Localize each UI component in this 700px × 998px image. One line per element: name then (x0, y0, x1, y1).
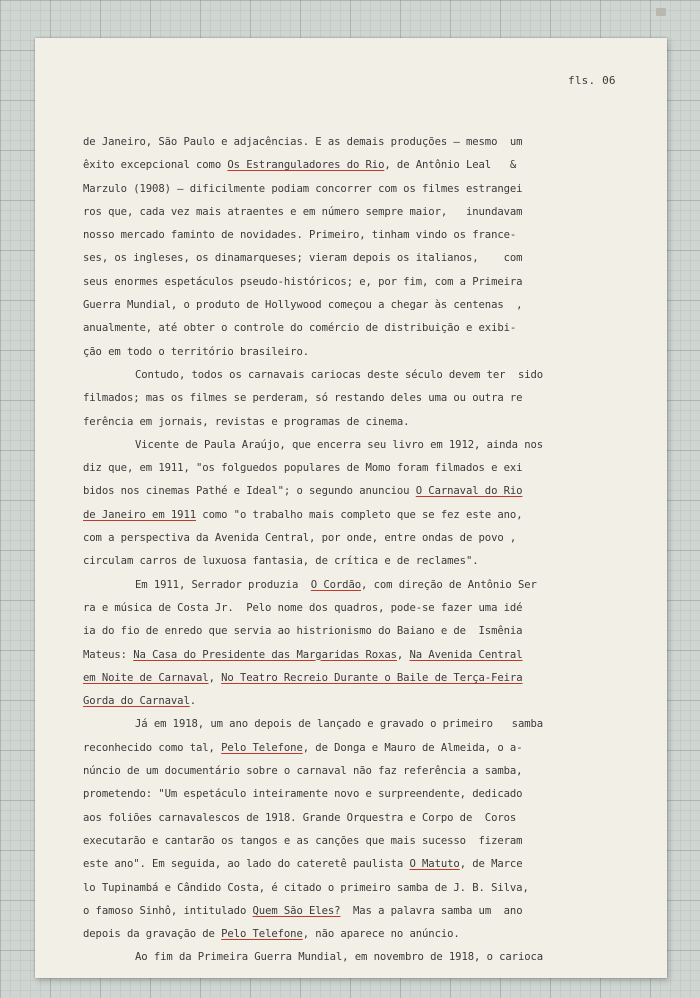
text-line (83, 923, 603, 946)
text-line (83, 830, 603, 853)
text-segment: executarão e cantarão os tangos e as canções que mais sucesso fizeram (83, 834, 523, 847)
underlined-title: Na Avenida Central (409, 648, 523, 661)
text-segment: lo Tupinambá e Cândido Costa, é citado o primeiro samba de J. B. Silva, (83, 881, 529, 894)
text-segment: com a perspectiva da Avenida Central, por onde, entre ondas de povo , (83, 532, 517, 545)
text-line (83, 620, 603, 643)
text-line (83, 317, 603, 340)
text-segment: ia do fio de enredo que servia ao histrionismo do Baiano e de Ismênia (83, 625, 523, 638)
text-segment: circulam carros de luxuosa fantasia, de crítica e de reclames". (83, 555, 479, 568)
text-line (83, 341, 603, 364)
text-segment: Mas a palavra samba um ano (340, 904, 523, 917)
text-segment: êxito excepcional como (83, 159, 228, 172)
underlined-title: Pelo Telefone (221, 741, 303, 754)
text-segment: reconhecido como tal, (83, 741, 222, 754)
text-line (83, 807, 603, 830)
text-segment: filmados; mas os filmes se perderam, só restando deles uma ou outra re (83, 392, 523, 405)
typewritten-body-text (83, 131, 603, 970)
text-segment: Guerra Mundial, o produto de Hollywood começou a chegar às centenas , (83, 299, 523, 312)
text-line (83, 247, 603, 270)
text-segment: , de Antônio Leal & (384, 159, 517, 172)
text-line (83, 644, 603, 667)
text-line (83, 527, 603, 550)
text-segment: como "o trabalho mais completo que se fez este ano, (196, 508, 523, 521)
text-segment: Mateus: (83, 648, 134, 661)
underlined-title: Pelo Telefone (221, 928, 303, 941)
text-line (83, 737, 603, 760)
text-segment: ros que, cada vez mais atraentes e em número sempre maior, inundavam (83, 205, 523, 218)
text-segment: depois da gravação de (83, 928, 222, 941)
text-segment: anualmente, até obter o controle do comércio de distribuição e exibi- (83, 322, 517, 335)
underlined-title: No Teatro Recreio Durante o Baile de Terça-Feira (221, 671, 523, 684)
text-segment: , de Donga e Mauro de Almeida, o a- (302, 741, 523, 754)
text-segment: , não aparece no anúncio. (302, 928, 460, 941)
text-line (83, 457, 603, 480)
text-segment: bidos nos cinemas Pathé e Ideal"; o segundo anunciou (83, 485, 416, 498)
text-segment: prometendo: "Um espetáculo inteiramente novo e surpreendente, dedicado (83, 788, 523, 801)
text-segment: Marzulo (1908) — dificilmente podiam concorrer com os filmes estrangei (83, 182, 523, 195)
text-line (83, 946, 603, 969)
text-line (83, 853, 603, 876)
text-line (83, 387, 603, 410)
text-line (83, 294, 603, 317)
text-segment: , (396, 648, 410, 661)
text-segment: Já em 1918, um ano depois de lançado e gravado o primeiro samba (135, 718, 544, 731)
text-line (83, 224, 603, 247)
text-segment: núncio de um documentário sobre o carnaval não faz referência a samba, (83, 765, 523, 778)
text-line (83, 877, 603, 900)
text-segment: ses, os ingleses, os dinamarqueses; vieram depois os italianos, com (83, 252, 523, 265)
text-line (83, 597, 603, 620)
text-segment: Em 1911, Serrador produzia (135, 578, 311, 591)
text-line (83, 201, 603, 224)
underlined-title: de Janeiro em 1911 (83, 508, 197, 521)
text-segment: ra e música de Costa Jr. Pelo nome dos quadros, pode-se fazer uma idé (83, 601, 523, 614)
text-segment: o famoso Sinhô, intitulado (83, 904, 253, 917)
text-segment: , (208, 671, 222, 684)
text-line (83, 900, 603, 923)
text-segment: de Janeiro, São Paulo e adjacências. E as demais produções — mesmo um (83, 136, 523, 148)
underlined-title: Os Estranguladores do Rio (227, 159, 385, 172)
corner-tab (656, 8, 666, 16)
text-line (83, 271, 603, 294)
underlined-title: Gorda do Carnaval (83, 695, 190, 708)
underlined-title: O Carnaval do Rio (415, 485, 523, 498)
text-segment: , de Marce (459, 858, 523, 871)
text-segment: Ao fim da Primeira Guerra Mundial, em novembro de 1918, o carioca (135, 951, 544, 964)
underlined-title: O Matuto (409, 858, 460, 871)
text-segment: nosso mercado faminto de novidades. Primeiro, tinham vindo os france- (83, 229, 517, 242)
text-line (83, 154, 603, 177)
text-segment: este ano". Em seguida, ao lado do cateretê paulista (83, 858, 410, 871)
underlined-title: Quem São Eles? (252, 904, 341, 917)
text-line (83, 550, 603, 573)
text-line (83, 411, 603, 434)
underlined-title: O Cordão (310, 578, 362, 591)
underlined-title: Na Casa do Presidente das Margaridas Roxas (133, 648, 397, 661)
text-segment: ção em todo o território brasileiro. (83, 345, 310, 358)
text-line (83, 364, 603, 387)
text-segment: Contudo, todos os carnavais cariocas deste século devem ter sido (135, 368, 544, 381)
underlined-title: em Noite de Carnaval (83, 671, 209, 684)
text-line (83, 760, 603, 783)
text-segment: ferência em jornais, revistas e programas de cinema. (83, 415, 410, 428)
text-line (83, 131, 603, 154)
text-line (83, 667, 603, 690)
text-segment: diz que, em 1911, "os folguedos populares de Momo foram filmados e exi (83, 462, 523, 475)
text-line (83, 504, 603, 527)
text-segment: , com direção de Antônio Ser (361, 578, 537, 591)
text-line (83, 574, 603, 597)
text-line (83, 178, 603, 201)
text-line (83, 690, 603, 713)
text-line (83, 783, 603, 806)
text-line (83, 480, 603, 503)
text-segment: seus enormes espetáculos pseudo-históricos; e, por fim, com a Primeira (83, 275, 523, 288)
text-segment: . (189, 695, 197, 708)
page-folio-number: fls. 06 (568, 74, 616, 87)
text-line (83, 713, 603, 736)
text-segment: Vicente de Paula Araújo, que encerra seu livro em 1912, ainda nos (135, 438, 544, 451)
text-segment: aos foliões carnavalescos de 1918. Grande Orquestra e Corpo de Coros (83, 811, 517, 824)
text-line (83, 434, 603, 457)
